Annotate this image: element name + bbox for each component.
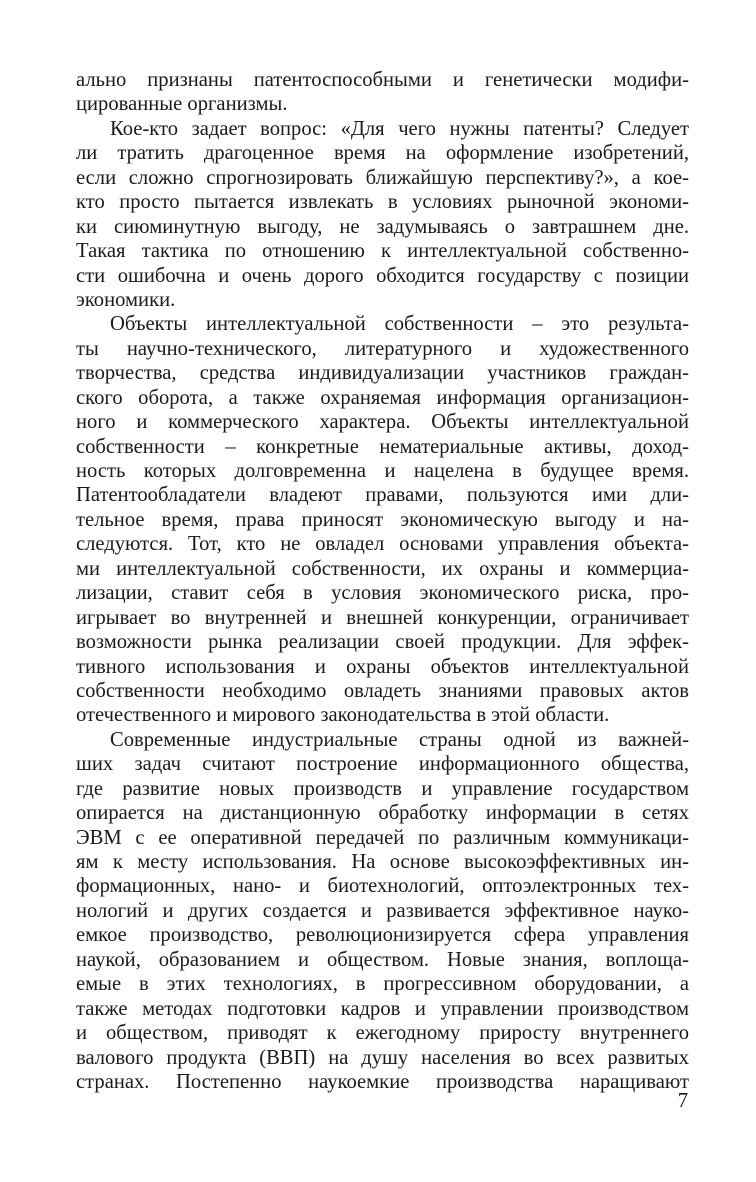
text-line: ально признаны патентоспособными и генетически модифи- bbox=[76, 69, 689, 91]
text-line: если сложно спрогнозировать ближайшую перспективу?», а кое- bbox=[76, 166, 689, 189]
text-line: экономики. bbox=[76, 288, 176, 311]
text-line: ки сиюминутную выгоду, не задумываясь о завтрашнем дне. bbox=[76, 215, 689, 238]
text-line: цированные организмы. bbox=[76, 93, 288, 116]
text-line: лизации, ставит себя в условия экономического риска, про- bbox=[76, 582, 689, 605]
text-line: ность которых долговременна и нацелена в будущее время. bbox=[76, 460, 689, 482]
page-body bbox=[76, 68, 689, 1094]
text-line: нологий и других создается и развивается эффективное науко- bbox=[76, 899, 689, 922]
text-line: тельное время, права приносят экономическую выгоду и на- bbox=[76, 508, 689, 531]
text-line: собственности – конкретные нематериальные активы, доход- bbox=[76, 435, 689, 458]
text-line: Объекты интеллектуальной собственности – это результа- bbox=[110, 313, 689, 336]
text-line: и обществом, приводят к ежегодному приросту внутреннего bbox=[76, 1022, 689, 1045]
text-line: Патентообладатели владеют правами, пользуются ими дли- bbox=[76, 484, 689, 507]
paragraph bbox=[76, 68, 689, 117]
text-line: емые в этих технологиях, в прогрессивном оборудовании, а bbox=[76, 973, 689, 996]
text-line: также методах подготовки кадров и управлении производством bbox=[76, 997, 689, 1020]
text-line: Современные индустриальные страны одной из важней- bbox=[110, 728, 689, 751]
text-line: ты научно-технического, литературного и художественного bbox=[76, 337, 689, 360]
paragraph bbox=[76, 312, 689, 727]
text-line: ЭВМ с ее оперативной передачей по различным коммуникаци- bbox=[76, 826, 689, 849]
text-line: наукой, образованием и обществом. Новые знания, воплоща- bbox=[76, 948, 689, 971]
text-line: валового продукта (ВВП) на душу населения во всех развитых bbox=[76, 1046, 689, 1069]
text-line: творчества, средства индивидуализации участников граждан- bbox=[76, 362, 689, 385]
text-line: ли тратить драгоценное время на оформление изобретений, bbox=[76, 142, 689, 165]
text-line: сти ошибочна и очень дорого обходится государству с позиции bbox=[76, 264, 689, 287]
text-line: ям к месту использования. На основе высокоэффективных ин- bbox=[76, 851, 689, 873]
text-line: тивного использования и охраны объектов интеллектуальной bbox=[76, 655, 689, 678]
text-line: возможности рынка реализации своей продукции. Для эффек- bbox=[76, 631, 689, 654]
paragraph bbox=[76, 117, 689, 313]
text-line: где развитие новых производств и управление государством bbox=[76, 777, 689, 800]
text-line: игрывает во внутренней и внешней конкуренции, ограничивает bbox=[76, 606, 689, 629]
text-line: Кое-кто задает вопрос: «Для чего нужны патенты? Следует bbox=[110, 117, 689, 140]
text-line: ми интеллектуальной собственности, их охраны и коммерциа- bbox=[76, 557, 689, 580]
text-line: следуются. Тот, кто не овладел основами управления объекта- bbox=[76, 533, 689, 556]
paragraph bbox=[76, 728, 689, 1095]
text-line: ского оборота, а также охраняемая информация организацион- bbox=[76, 386, 689, 409]
text-line: ного и коммерческого характера. Объекты интеллектуальной bbox=[76, 411, 689, 434]
text-line: Такая тактика по отношению к интеллектуальной собственно- bbox=[76, 240, 689, 263]
text-line: собственности необходимо овладеть знаниями правовых актов bbox=[76, 679, 689, 702]
text-line: опирается на дистанционную обработку информации в сетях bbox=[76, 802, 689, 825]
text-line: ших задач считают построение информационного общества, bbox=[76, 753, 689, 776]
text-line: формационных, нано- и биотехнологий, оптоэлектронных тех- bbox=[76, 875, 689, 898]
text-line: странах. Постепенно наукоемкие производства наращивают bbox=[76, 1070, 689, 1093]
text-line: емкое производство, революционизируется сфера управления bbox=[76, 924, 689, 947]
text-line: кто просто пытается извлекать в условиях рыночной экономи- bbox=[76, 191, 689, 214]
page-number: 7 bbox=[677, 1090, 688, 1112]
text-line: отечественного и мирового законодательства в этой области. bbox=[76, 704, 610, 727]
